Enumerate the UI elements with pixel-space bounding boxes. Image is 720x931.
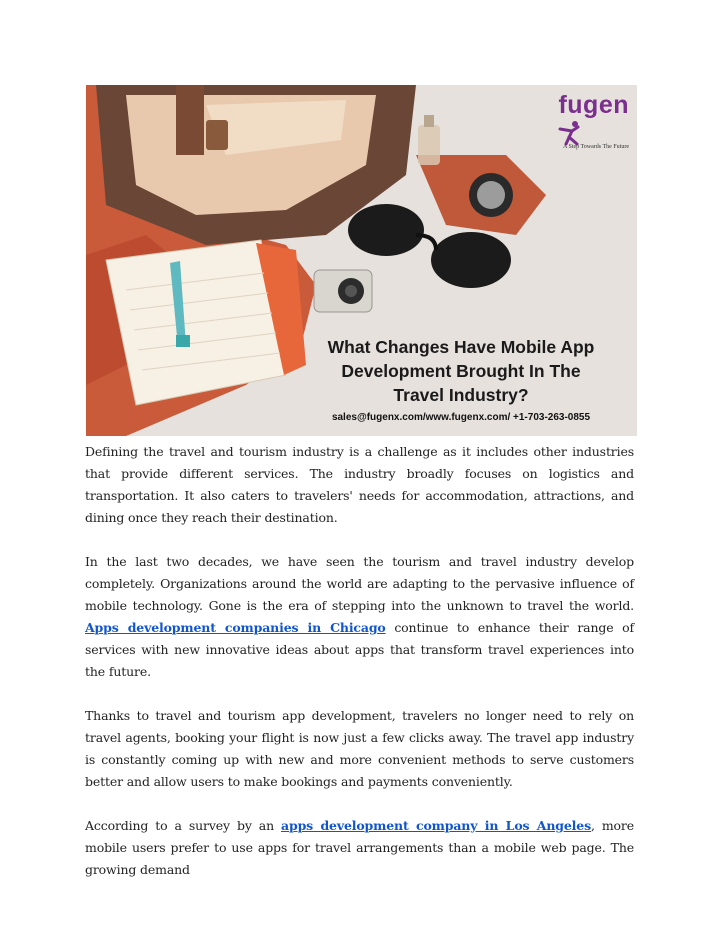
article-body: [85, 441, 634, 903]
logo-tagline: A Step Towards The Future: [562, 144, 629, 150]
los-angeles-link[interactable]: apps development company in Los Angeles: [281, 818, 591, 833]
hero-title-line: Travel Industry?: [393, 385, 529, 405]
hero-image: [86, 85, 637, 436]
logo-figure-icon: [558, 120, 580, 146]
hero-contact: sales@fugenx.com/www.fugenx.com/ +1-703-263-0855: [331, 412, 591, 423]
paragraph: Thanks to travel and tourism app development, travelers no longer need to rely on travel agents, booking your flight is now just a few clicks away. The travel app industry is constantly coming up with new and more convenient methods to serve customers better and allow users to make bookings and payments conveniently.: [85, 708, 634, 789]
chicago-link[interactable]: Apps development companies in Chicago: [85, 620, 386, 635]
hero-title-line: What Changes Have Mobile App: [327, 337, 595, 357]
paragraph: According to a survey by an apps development company in Los Angeles, more mobile users prefer to use apps for travel arrangements than a mobile web page. The growing demand: [85, 818, 634, 877]
fugenx-logo: [558, 91, 629, 150]
paragraph: Defining the travel and tourism industry is a challenge as it includes other industries that provide different services. The industry broadly focuses on logistics and transportation. It also caters to travelers' needs for accommodation, attractions, and dining once they reach their destination.: [85, 444, 634, 525]
hero-title: [286, 335, 636, 407]
paragraph: In the last two decades, we have seen the tourism and travel industry develop completely. Organizations around the world are adapting to the pervasive influence of mobile technology. Gone is the era of stepping into the unknown to travel the world. Apps development companies in Chicago continue to enhance their range of services with new innovative ideas about apps that transform travel experiences into the future.: [85, 554, 635, 679]
logo-wordmark: fugen: [558, 91, 629, 146]
hero-title-line: Development Brought In The: [341, 361, 581, 381]
